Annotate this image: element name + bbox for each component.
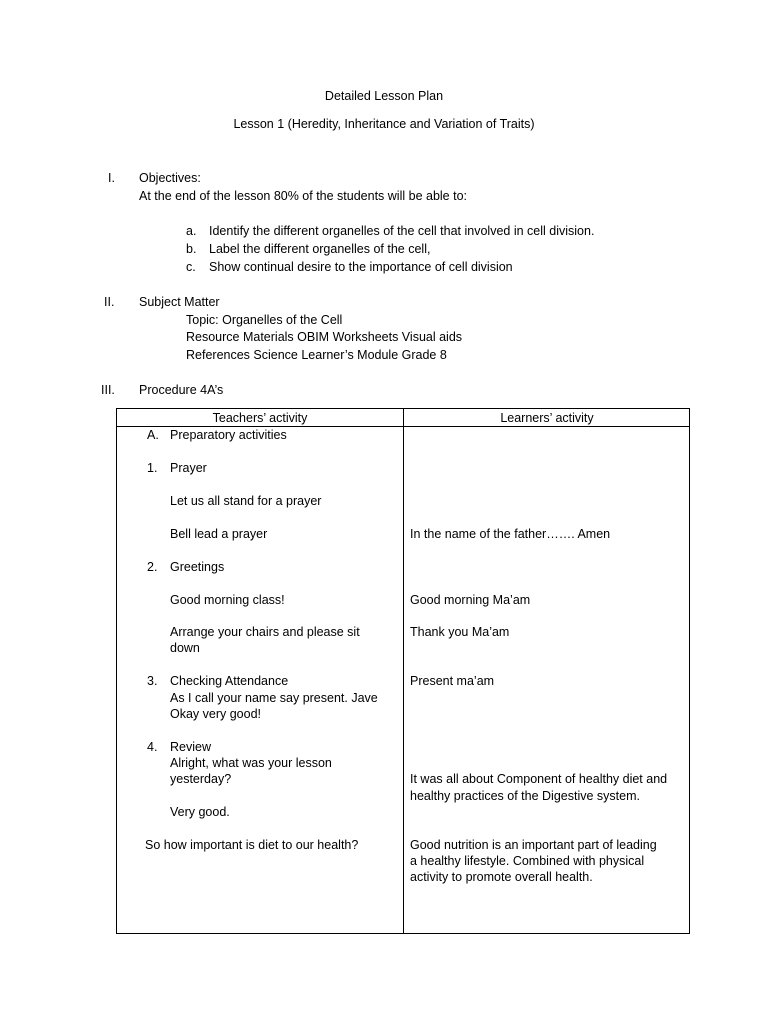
teacher-line: Let us all stand for a prayer bbox=[170, 494, 322, 508]
teacher-line: Alright, what was your lesson bbox=[170, 756, 332, 770]
objective-letter: c. bbox=[186, 260, 196, 274]
teacher-line: Prayer bbox=[170, 461, 207, 475]
learner-line: In the name of the father……. Amen bbox=[410, 527, 611, 541]
teacher-item-number: 4. bbox=[147, 740, 158, 754]
teacher-line: So how important is diet to our health? bbox=[145, 838, 359, 852]
learner-line: activity to promote overall health. bbox=[410, 870, 593, 884]
objective-item: Label the different organelles of the cell, bbox=[209, 242, 431, 256]
objective-item: Show continual desire to the importance of cell division bbox=[209, 260, 513, 274]
teacher-line: Greetings bbox=[170, 560, 225, 574]
teacher-line: Arrange your chairs and please sit bbox=[170, 625, 360, 639]
learner-line: Thank you Ma’am bbox=[410, 625, 510, 639]
objective-letter: b. bbox=[186, 242, 197, 256]
section-heading-procedure: Procedure 4A’s bbox=[139, 383, 224, 397]
objective-letter: a. bbox=[186, 224, 197, 238]
document-title: Detailed Lesson Plan bbox=[324, 89, 444, 103]
learner-line: a healthy lifestyle. Combined with physical bbox=[410, 854, 645, 868]
teacher-item-number: 1. bbox=[147, 461, 158, 475]
teacher-item-number: 2. bbox=[147, 560, 158, 574]
objectives-intro: At the end of the lesson 80% of the students will be able to: bbox=[139, 189, 467, 203]
header-learners-activity: Learners’ activity bbox=[500, 411, 594, 425]
learner-line: Good morning Ma’am bbox=[410, 593, 531, 607]
learner-line: healthy practices of the Digestive system. bbox=[410, 789, 640, 803]
table-column-divider bbox=[403, 409, 404, 933]
teacher-line: Good morning class! bbox=[170, 593, 285, 607]
section-heading-objectives: Objectives: bbox=[139, 171, 201, 185]
subject-matter-line: Resource Materials OBIM Worksheets Visual aids bbox=[186, 330, 463, 344]
teacher-section-heading: Preparatory activities bbox=[170, 428, 287, 442]
teacher-line: Okay very good! bbox=[170, 707, 262, 721]
section-numeral-procedure: III. bbox=[101, 383, 115, 397]
learner-line: Good nutrition is an important part of leading bbox=[410, 838, 657, 852]
teacher-line: Bell lead a prayer bbox=[170, 527, 268, 541]
teacher-section-label: A. bbox=[147, 428, 159, 442]
document-subtitle: Lesson 1 (Heredity, Inheritance and Variation of Traits) bbox=[233, 117, 535, 131]
teacher-line: yesterday? bbox=[170, 772, 232, 786]
subject-matter-line: References Science Learner’s Module Grade 8 bbox=[186, 348, 447, 362]
activity-table bbox=[116, 408, 690, 934]
teacher-line: As I call your name say present. Jave bbox=[170, 691, 378, 705]
teacher-line: Review bbox=[170, 740, 211, 754]
subject-matter-line: Topic: Organelles of the Cell bbox=[186, 313, 343, 327]
teacher-line: down bbox=[170, 641, 200, 655]
objective-item: Identify the different organelles of the cell that involved in cell division. bbox=[209, 224, 595, 238]
teacher-line: Checking Attendance bbox=[170, 674, 289, 688]
header-teachers-activity: Teachers’ activity bbox=[212, 411, 308, 425]
learner-line: It was all about Component of healthy diet and bbox=[410, 772, 668, 786]
section-numeral-objectives: I. bbox=[108, 171, 115, 185]
teacher-line: Very good. bbox=[170, 805, 230, 819]
section-heading-subject-matter: Subject Matter bbox=[139, 295, 220, 309]
learner-line: Present ma’am bbox=[410, 674, 495, 688]
section-numeral-subject-matter: II. bbox=[104, 295, 115, 309]
teacher-item-number: 3. bbox=[147, 674, 158, 688]
